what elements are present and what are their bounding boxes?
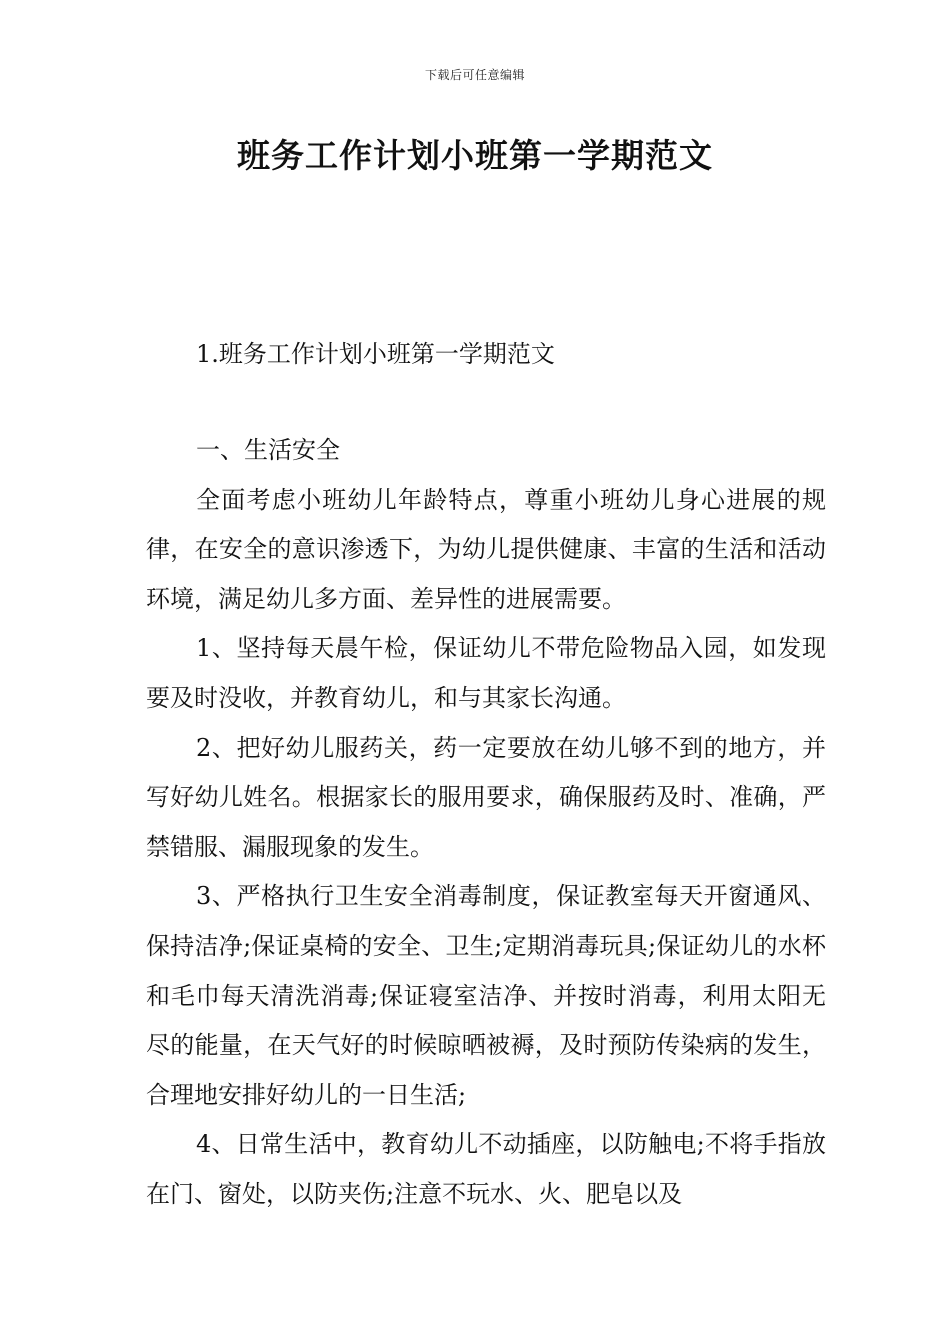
- paragraph: 2、把好幼儿服药关，药一定要放在幼儿够不到的地方，并写好幼儿姓名。根据家长的服用要求，确保服药及时、准确，严禁错服、漏服现象的发生。: [146, 733, 826, 861]
- section-title: 1.班务工作计划小班第一学期范文: [196, 340, 555, 368]
- header-note: 下载后可任意编辑: [424, 68, 525, 82]
- subsection-heading: 一、生活安全: [196, 436, 340, 464]
- paragraph: 1、坚持每天晨午检，保证幼儿不带危险物品入园，如发现要及时没收，并教育幼儿，和与其家长沟通。: [146, 634, 826, 712]
- document-body: [146, 426, 826, 1220]
- paragraph: 3、严格执行卫生安全消毒制度，保证教室每天开窗通风、保持洁净;保证桌椅的安全、卫生;定期消毒玩具;保证幼儿的水杯和毛巾每天清洗消毒;保证寝室洁净、并按时消毒，利用太阳无尽的能量，在天气好的时候晾晒被褥，及时预防传染病的发生，合理地安排好幼儿的一日生活;: [146, 882, 826, 1109]
- paragraph: 4、日常生活中，教育幼儿不动插座，以防触电;不将手指放在门、窗处，以防夹伤;注意不玩水、火、肥皂以及: [146, 1130, 826, 1208]
- document-title: 班务工作计划小班第一学期范文: [237, 136, 713, 175]
- paragraph: 全面考虑小班幼儿年龄特点，尊重小班幼儿身心进展的规律，在安全的意识渗透下，为幼儿提供健康、丰富的生活和活动环境，满足幼儿多方面、差异性的进展需要。: [146, 485, 826, 613]
